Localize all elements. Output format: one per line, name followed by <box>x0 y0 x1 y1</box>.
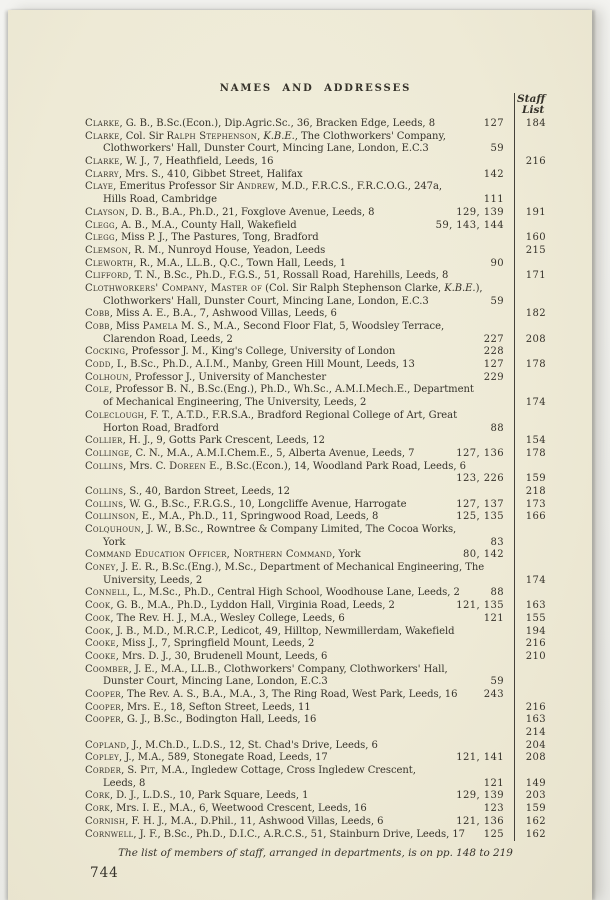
entry-text: Cork, D. J., L.D.S., 10, Park Square, Leeds, 1 <box>85 790 309 802</box>
entry-row <box>85 486 552 499</box>
entry-row <box>85 283 552 296</box>
entry-row <box>85 537 552 550</box>
entry-row <box>85 372 552 385</box>
entry-row <box>85 600 552 613</box>
entry-row <box>85 511 552 524</box>
entry-text: Cornish, F. H. J., M.A., D.Phil., 11, Ashwood Villas, Leeds, 6 <box>85 815 384 827</box>
entry-text: Command Education Officer, Northern Command, York <box>85 549 361 561</box>
entry-text: Collier, H. J., 9, Gotts Park Crescent, Leeds, 12 <box>85 435 325 447</box>
entry-row <box>85 689 552 702</box>
entry-text: Clothworkers' Company, Master of (Col. Sir Ralph Stephenson Clarke, K.B.E.), <box>85 282 483 294</box>
page-refs: 59 <box>490 295 504 307</box>
entry-text: Cook, The Rev. H. J., M.A., Wesley College, Leeds, 6 <box>85 612 345 624</box>
staff-list-ref: 174 <box>525 397 546 409</box>
directory-page <box>8 10 592 900</box>
entry-text: Clarke, W. J., 7, Heathfield, Leeds, 16 <box>85 156 274 168</box>
page-refs: 127, 137 <box>456 498 504 510</box>
page-refs: 88 <box>490 587 504 599</box>
entry-row <box>85 334 552 347</box>
staff-list-ref: 178 <box>525 359 546 371</box>
entry-row <box>85 499 552 512</box>
staff-list-ref: 174 <box>525 574 546 586</box>
entry-text: Horton Road, Bradford <box>103 422 219 434</box>
entry-row <box>85 613 552 626</box>
entry-row <box>85 664 552 677</box>
staff-list-ref: 184 <box>525 118 546 129</box>
page-refs: 129, 139 <box>456 206 504 218</box>
entry-row <box>85 461 552 474</box>
page-refs: 227 <box>483 333 504 345</box>
entry-text: Cooper, The Rev. A. S., B.A., M.A., 3, The Ring Road, West Park, Leeds, 16 <box>85 688 458 700</box>
entry-row <box>85 676 552 689</box>
entry-row <box>85 143 552 156</box>
entry-row <box>85 524 552 537</box>
entry-row <box>85 346 552 359</box>
entry-text: Clegg, Miss P. J., The Pastures, Tong, Bradford <box>85 232 319 244</box>
page-refs: 125, 135 <box>456 511 504 523</box>
page-refs: 83 <box>490 536 504 548</box>
entry-row <box>85 435 552 448</box>
entry-text: Cooke, Miss J., 7, Springfield Mount, Leeds, 2 <box>85 638 315 650</box>
entry-text: Cornwell, J. F., B.Sc., Ph.D., D.I.C., A.R.C.S., 51, Stainburn Drive, Leeds, 17 <box>85 828 465 840</box>
page-refs: 121 <box>483 777 504 789</box>
entry-text: Connell, L., M.Sc., Ph.D., Central High School, Woodhouse Lane, Leeds, 2 <box>85 587 460 599</box>
page-refs: 111 <box>483 194 504 206</box>
entry-text: Clarry, Mrs. S., 410, Gibbet Street, Halifax <box>85 168 303 180</box>
staff-list-ref: 173 <box>525 498 546 510</box>
entry-text: Colquhoun, J. W., B.Sc., Rowntree & Company Limited, The Cocoa Works, <box>85 524 457 535</box>
staff-list-ref: 218 <box>525 485 546 497</box>
entry-row <box>85 181 552 194</box>
entry-row <box>85 473 552 486</box>
entry-row <box>85 714 552 727</box>
page-refs: 142 <box>483 168 504 180</box>
entry-text: Collins, S., 40, Bardon Street, Leeds, 12 <box>85 485 290 497</box>
entry-text: Clarke, Col. Sir Ralph Stephenson, K.B.E., The Clothworkers' Company, <box>85 130 446 142</box>
page-refs: 121, 141 <box>456 752 504 764</box>
staff-list-ref: 191 <box>525 206 546 218</box>
staff-list-ref: 166 <box>525 511 546 523</box>
staff-list-ref: 208 <box>525 752 546 764</box>
entry-text: Cooper, G. J., B.Sc., Bodington Hall, Leeds, 16 <box>85 714 317 726</box>
entry-row <box>85 308 552 321</box>
staff-list-ref: 162 <box>525 815 546 827</box>
page-refs: 59 <box>490 143 504 155</box>
entry-row <box>85 727 552 740</box>
entry-text: Clarendon Road, Leeds, 2 <box>103 333 233 345</box>
staff-list-ref: 216 <box>525 701 546 713</box>
entry-row <box>85 752 552 765</box>
staff-list-ref: 160 <box>525 232 546 244</box>
entry-text: Copley, J., M.A., 589, Stonegate Road, Leeds, 17 <box>85 752 328 764</box>
entry-row <box>85 220 552 233</box>
entry-text: Dunster Court, Mincing Lane, London, E.C.3 <box>103 676 328 688</box>
entry-text: Codd, I., B.Sc., Ph.D., A.I.M., Manby, Green Hill Mount, Leeds, 13 <box>85 359 415 371</box>
entry-row <box>85 232 552 245</box>
entry-text: Clemson, R. M., Nunroyd House, Yeadon, Leeds <box>85 244 326 256</box>
entry-text: Coleclough, F. T., A.T.D., F.R.S.A., Bradford Regional College of Art, Great <box>85 409 458 421</box>
staff-list-column-header <box>517 94 545 116</box>
page-refs: 229 <box>483 371 504 383</box>
entry-text: Cobb, Miss A. E., B.A., 7, Ashwood Villas, Leeds, 6 <box>85 308 337 320</box>
entry-text: Cole, Professor B. N., B.Sc.(Eng.), Ph.D., Wh.Sc., A.M.I.Mech.E., Department <box>85 384 474 396</box>
entry-row <box>85 410 552 423</box>
entry-list <box>85 118 552 841</box>
page-refs: 127 <box>483 359 504 371</box>
entry-row <box>85 321 552 334</box>
entry-row <box>85 207 552 220</box>
page-number: 744 <box>90 865 119 881</box>
entry-row <box>85 156 552 169</box>
page-refs: 59 <box>490 676 504 688</box>
entry-row <box>85 258 552 271</box>
entry-row <box>85 359 552 372</box>
entry-text: Cork, Mrs. I. E., M.A., 6, Weetwood Crescent, Leeds, 16 <box>85 803 367 815</box>
entry-text: Colhoun, Professor J., University of Manchester <box>85 371 327 383</box>
staff-list-ref: 163 <box>525 714 546 726</box>
page-refs: 59, 143, 144 <box>435 219 504 231</box>
staff-list-ref: 171 <box>525 270 546 282</box>
staff-list-ref: 182 <box>525 308 546 320</box>
page-refs: 90 <box>490 257 504 269</box>
page-refs: 88 <box>490 422 504 434</box>
staff-list-header-line1: Staff <box>517 93 546 105</box>
entry-row <box>85 270 552 283</box>
entry-text: Cook, G. B., M.A., Ph.D., Lyddon Hall, Virginia Road, Leeds, 2 <box>85 600 395 612</box>
entry-text: Clifford, T. N., B.Sc., Ph.D., F.G.S., 51, Rossall Road, Harehills, Leeds, 8 <box>85 270 449 282</box>
entry-row <box>85 626 552 639</box>
page-refs: 243 <box>483 688 504 700</box>
entry-text: Leeds, 8 <box>103 777 146 789</box>
staff-list-ref: 178 <box>525 447 546 459</box>
entry-row <box>85 790 552 803</box>
entry-row <box>85 549 552 562</box>
staff-list-ref: 149 <box>525 777 546 789</box>
entry-row <box>85 169 552 182</box>
page-refs: 129, 139 <box>456 790 504 802</box>
entry-row <box>85 651 552 664</box>
entry-text: Collins, W. G., B.Sc., F.R.G.S., 10, Longcliffe Avenue, Harrogate <box>85 498 407 510</box>
entry-row <box>85 740 552 753</box>
page-header: NAMES AND ADDRESSES <box>219 83 412 94</box>
staff-list-ref: 214 <box>525 727 546 738</box>
entry-text: Collinson, E., M.A., Ph.D., 11, Springwood Road, Leeds, 8 <box>85 511 379 523</box>
entry-text: Copland, J., M.Ch.D., L.D.S., 12, St. Chad's Drive, Leeds, 6 <box>85 739 378 751</box>
entry-text: Cooper, Mrs. E., 18, Sefton Street, Leeds, 11 <box>85 701 311 713</box>
entry-row <box>85 296 552 309</box>
page-refs: 127, 136 <box>456 447 504 459</box>
staff-list-ref: 210 <box>525 650 546 662</box>
entry-text: Coney, J. E. R., B.Sc.(Eng.), M.Sc., Department of Mechanical Engineering, The <box>85 562 485 574</box>
entry-row <box>85 765 552 778</box>
staff-list-ref: 155 <box>525 612 546 624</box>
entry-text: York <box>103 536 126 548</box>
page-refs: 121, 136 <box>456 815 504 827</box>
entry-text: Corder, S. Pit, M.A., Ingledew Cottage, Cross Ingledew Crescent, <box>85 765 416 777</box>
staff-list-ref: 163 <box>525 600 546 612</box>
entry-row <box>85 384 552 397</box>
entry-text: Cocking, Professor J. M., King's College, University of London <box>85 346 396 358</box>
entry-text: Cobb, Miss Pamela M. S., M.A., Second Floor Flat, 5, Woodsley Terrace, <box>85 321 445 332</box>
staff-list-ref: 159 <box>525 803 546 815</box>
staff-list-ref: 203 <box>525 790 546 802</box>
entry-row <box>85 245 552 258</box>
entry-row <box>85 829 552 842</box>
entry-row <box>85 575 552 588</box>
entry-text: Hills Road, Cambridge <box>103 194 218 206</box>
staff-list-ref: 159 <box>525 473 546 485</box>
page-refs: 121, 135 <box>456 600 504 612</box>
staff-list-header-line2: List <box>522 104 545 116</box>
entry-text: Collins, Mrs. C. Doreen E., B.Sc.(Econ.), 14, Woodland Park Road, Leeds, 6 <box>85 460 466 472</box>
entry-text: Coomber, J. E., M.A., LL.B., Clothworkers' Company, Clothworkers' Hall, <box>85 663 448 675</box>
staff-list-ref: 208 <box>525 333 546 345</box>
entry-row <box>85 816 552 829</box>
staff-list-ref: 215 <box>525 244 546 256</box>
entry-row <box>85 803 552 816</box>
entry-text: Clothworkers' Hall, Dunster Court, Mincing Lane, London, E.C.3 <box>103 295 429 307</box>
entry-text: University, Leeds, 2 <box>103 574 203 586</box>
entry-row <box>85 194 552 207</box>
entry-text: Clothworkers' Hall, Dunster Court, Mincing Lane, London, E.C.3 <box>103 143 429 155</box>
entry-row <box>85 778 552 791</box>
page-refs: 80, 142 <box>463 549 504 561</box>
page-refs: 127 <box>483 118 504 129</box>
entry-text: Cook, J. B., M.D., M.R.C.P., Ledicot, 49, Hilltop, Newmillerdam, Wakefield <box>85 625 455 637</box>
page-refs: 123, 226 <box>456 473 504 485</box>
page-refs: 228 <box>483 346 504 358</box>
entry-row <box>85 131 552 144</box>
entry-row <box>85 397 552 410</box>
entry-text: Claye, Emeritus Professor Sir Andrew, M.D., F.R.C.S., F.R.C.O.G., 247a, <box>85 181 443 193</box>
entry-row <box>85 562 552 575</box>
entry-text: Clegg, A. B., M.A., County Hall, Wakefield <box>85 219 297 231</box>
entry-text: Cleworth, R., M.A., LL.B., Q.C., Town Hall, Leeds, 1 <box>85 257 346 269</box>
entry-row <box>85 118 552 131</box>
entry-text: Clayson, D. B., B.A., Ph.D., 21, Foxglove Avenue, Leeds, 8 <box>85 206 375 218</box>
page-refs: 125 <box>483 828 504 840</box>
entry-row <box>85 638 552 651</box>
entry-text: Clarke, G. B., B.Sc.(Econ.), Dip.Agric.Sc., 36, Bracken Edge, Leeds, 8 <box>85 118 435 129</box>
entry-text: Collinge, C. N., M.A., A.M.I.Chem.E., 5, Alberta Avenue, Leeds, 7 <box>85 447 415 459</box>
staff-list-ref: 194 <box>525 625 546 637</box>
entry-text: of Mechanical Engineering, The University, Leeds, 2 <box>103 397 367 409</box>
staff-list-ref: 154 <box>525 435 546 447</box>
entry-row <box>85 423 552 436</box>
staff-list-ref: 162 <box>525 828 546 840</box>
page-refs: 123 <box>483 803 504 815</box>
entry-text: Cooke, Mrs. D. J., 30, Brudenell Mount, Leeds, 6 <box>85 650 328 662</box>
entry-row <box>85 448 552 461</box>
staff-list-ref: 216 <box>525 156 546 168</box>
entry-row <box>85 587 552 600</box>
entry-row <box>85 702 552 715</box>
footer-note: The list of members of staff, arranged in departments, is on pp. 148 to 219 <box>118 847 513 859</box>
page-refs: 121 <box>483 612 504 624</box>
staff-list-ref: 216 <box>525 638 546 650</box>
staff-list-ref: 204 <box>525 739 546 751</box>
